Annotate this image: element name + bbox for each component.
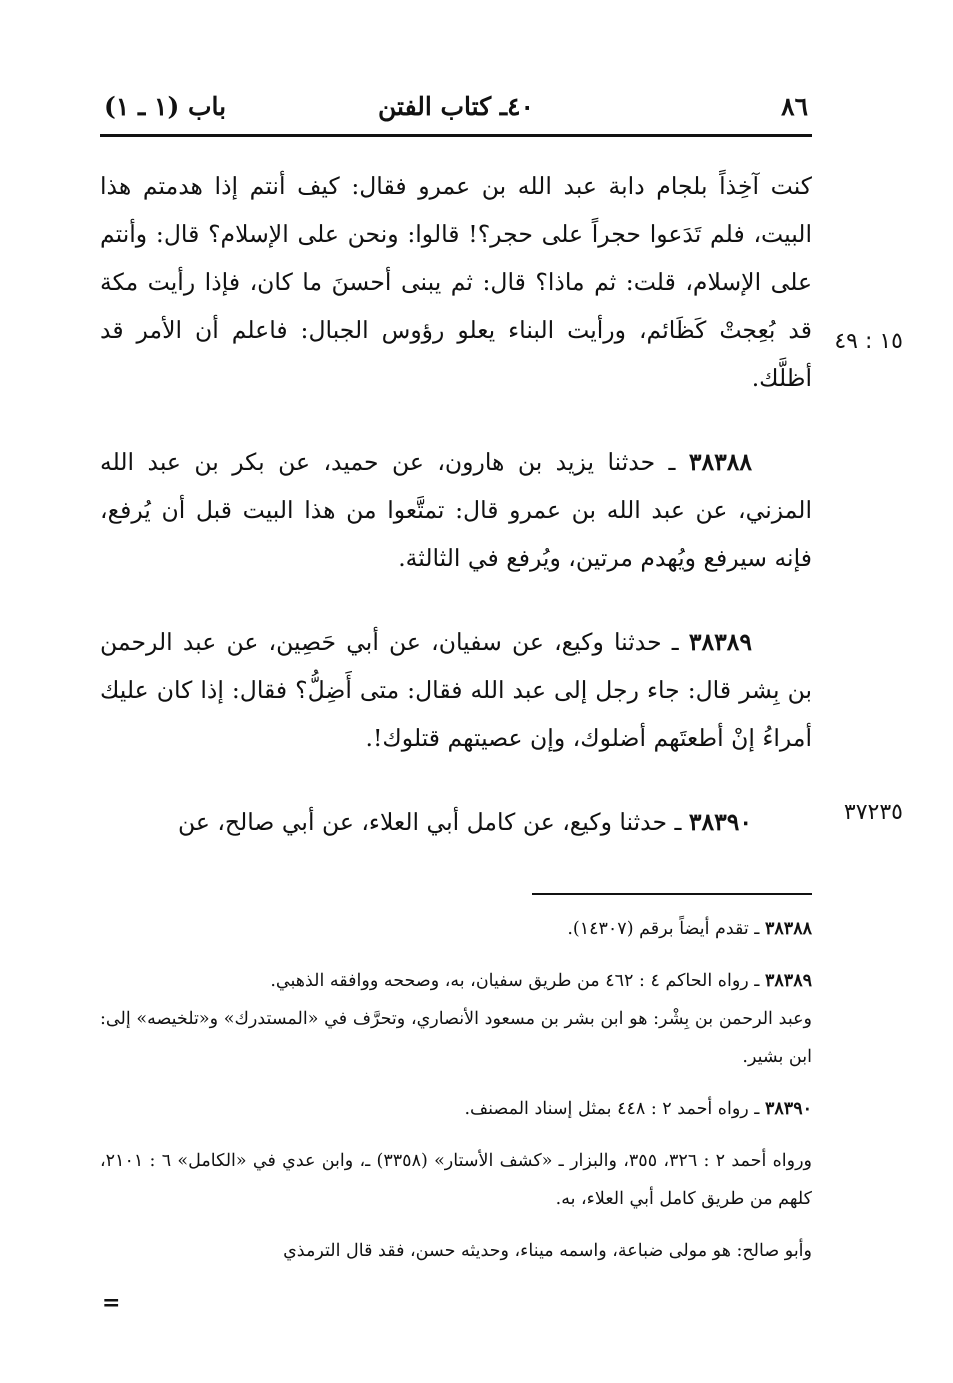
paragraph-continuation: كنت آخِذاً بلجام دابة عبد الله بن عمرو فقال: كيف أنتم إذا هدمتم هذا البيت، فلم تَدَعوا حجراً على حجر؟! قالوا: ونحن على الإسلام؟ قال: وأنتم على الإسلام، قلت: ثم ماذا؟ قال: ثم يبنى أحسنَ ما كان، فإذا رأيت مكة قد بُعِجتْ كَظَائم، ورأيت البناء يعلو رؤوس الجبال: فاعلم أن الأمر قد أظلَّك. xyxy=(100,172,812,392)
hadith-number: ٣٨٣٨٩ xyxy=(688,628,752,656)
hadith-text: ـ حدثنا وكيع، عن كامل أبي العلاء، عن أبي صالح، عن xyxy=(177,808,689,836)
page-number: ٨٦ xyxy=(781,92,808,121)
footnote-number: ٣٨٣٨٩ xyxy=(765,971,812,991)
margin-reference-top: ١٥ : ٤٩ xyxy=(834,329,903,354)
footnote-text: ـ رواه الحاكم ٤ : ٤٦٢ من طريق سفيان، به، وصححه ووافقه الذهبي. xyxy=(270,971,765,991)
footnote-38389 xyxy=(100,962,812,1076)
hadith-38389 xyxy=(100,618,812,762)
hadith-number: ٣٨٣٩٠ xyxy=(688,808,752,836)
header-rule xyxy=(100,134,812,137)
hadith-38390 xyxy=(100,798,812,846)
footnote-text: ـ رواه أحمد ٢ : ٤٤٨ بمثل إسناد المصنف. xyxy=(464,1099,765,1119)
hadith-number: ٣٨٣٨٨ xyxy=(688,448,752,476)
page-header xyxy=(100,92,812,132)
chapter-label: باب (١ ـ ١) xyxy=(104,92,227,121)
book-title: ٤٠ـ كتاب الفتن xyxy=(378,92,534,121)
footnotes xyxy=(100,910,812,1284)
continuation-mark: = xyxy=(102,1290,121,1316)
footnote-text: ـ تقدم أيضاً برقم (١٤٣٠٧). xyxy=(567,919,765,939)
hadith-38388 xyxy=(100,438,812,582)
footnote-rule xyxy=(532,893,812,895)
footnote-38388 xyxy=(100,910,812,948)
hadith-text: ـ حدثنا وكيع، عن سفيان، عن أبي حَصِين، عن عبد الرحمن بن بِشر قال: جاء رجل إلى عبد الله فقال: متى أَضِلُّ؟ فقال: إذا كان عليك أمراءُ إنْ أطعتَهم أضلوك، وإن عصيتهم قتلوك!. xyxy=(100,628,812,752)
main-text xyxy=(100,162,812,882)
footnote-number: ٣٨٣٩٠ xyxy=(765,1099,812,1119)
footnote-38390 xyxy=(100,1090,812,1128)
hadith-text: ـ حدثنا يزيد بن هارون، عن حميد، عن بكر بن عبد الله المزني، عن عبد الله بن عمرو قال: تمتَّعوا من هذا البيت قبل أن يُرفع، فإنه سيرفع ويُهدم مرتين، ويُرفع في الثالثة. xyxy=(100,448,812,572)
footnote-paragraph: وأبو صالح: هو مولى ضباعة، واسمه ميناء، وحديثه حسن، فقد قال الترمذي xyxy=(283,1241,812,1261)
footnote-paragraph: ورواه أحمد ٢ : ٣٢٦، ٣٥٥، والبزار ـ «كشف الأستار» (٣٣٥٨) ـ، وابن عدي في «الكامل» ٦ : ٢١٠١، كلهم من طريق كامل أبي العلاء، به. xyxy=(100,1151,812,1209)
margin-reference-bottom: ٣٧٢٣٥ xyxy=(843,800,903,825)
footnote-number: ٣٨٣٨٨ xyxy=(765,919,812,939)
footnote-text: وعبد الرحمن بن بِشْر: هو ابن بشر بن مسعود الأنصاري، وتحرَّف في «المستدرك» و«تلخيصه» إلى: ابن بشير. xyxy=(100,1009,812,1067)
